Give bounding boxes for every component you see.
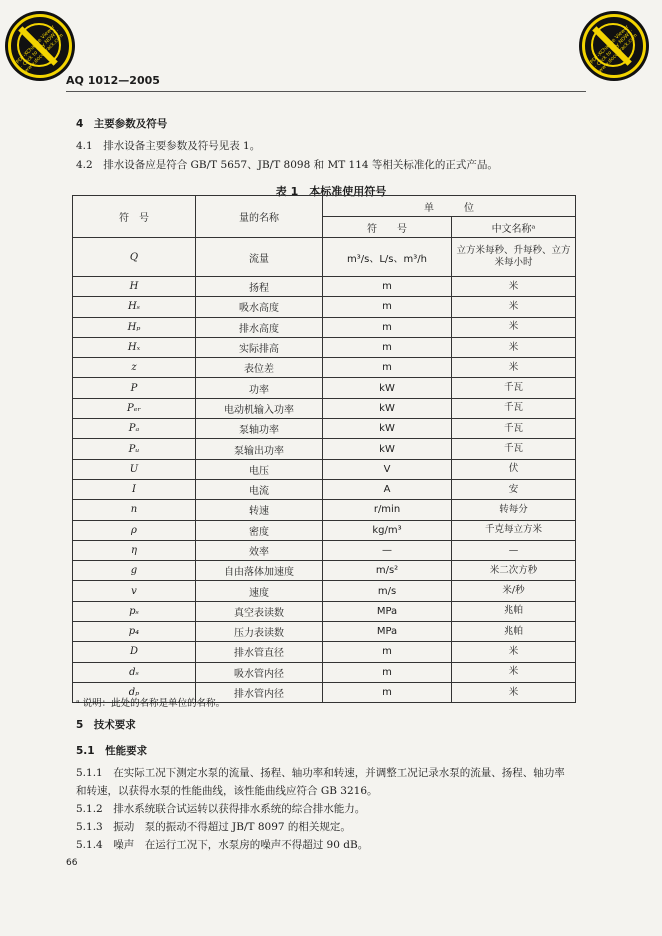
cell-unit-symbol: MPa — [323, 601, 452, 621]
cell-quantity-name: 真空表读数 — [196, 601, 323, 621]
header-unit: 单 位 — [323, 196, 576, 217]
page-number: 66 — [66, 858, 78, 868]
cell-unit-symbol: m — [323, 662, 452, 682]
table-row — [73, 642, 576, 662]
cell-unit-symbol: m — [323, 682, 452, 702]
cell-quantity-name: 压力表读数 — [196, 622, 323, 642]
table-row — [73, 317, 576, 337]
table-row — [73, 581, 576, 601]
cell-quantity-name: 转速 — [196, 500, 323, 520]
table-row — [73, 337, 576, 357]
cell-unit-symbol: kW — [323, 398, 452, 418]
cell-quantity-name: 排水管内径 — [196, 682, 323, 702]
cell-unit-symbol: m/s — [323, 581, 452, 601]
cell-unit-symbol: kW — [323, 419, 452, 439]
cell-symbol: H — [73, 277, 196, 297]
cell-quantity-name: 排水管直径 — [196, 642, 323, 662]
table-row — [73, 561, 576, 581]
table-row — [73, 459, 576, 479]
cell-unit-cn: 千瓦 — [452, 439, 576, 459]
cell-unit-cn: 兆帕 — [452, 601, 576, 621]
cell-unit-cn: 伏 — [452, 459, 576, 479]
cell-unit-cn: 千克每立方米 — [452, 520, 576, 540]
cell-symbol: Hₚ — [73, 317, 196, 337]
cell-unit-cn: 米 — [452, 358, 576, 378]
table-row — [73, 378, 576, 398]
table-row — [73, 601, 576, 621]
cell-unit-symbol: kW — [323, 439, 452, 459]
cell-quantity-name: 密度 — [196, 520, 323, 540]
cell-unit-symbol: m — [323, 642, 452, 662]
header-symbol: 符 号 — [73, 196, 196, 238]
cell-unit-cn: 安 — [452, 479, 576, 499]
cell-symbol: n — [73, 500, 196, 520]
para-5-1-4: 5.1.4 噪声 在运行工况下，水泵房的噪声不得超过 90 dB。 — [76, 839, 369, 851]
cell-symbol: I — [73, 479, 196, 499]
cell-unit-cn: 兆帕 — [452, 622, 576, 642]
watermark-stamp-right[interactable] — [582, 14, 646, 78]
para-5-1-1-line2: 和转速，以获得水泵的性能曲线，该性能曲线应符合 GB 3216。 — [76, 785, 378, 797]
header-unit-cn: 中文名称ᵃ — [452, 217, 576, 238]
symbol-table — [72, 195, 576, 703]
cell-symbol: Hₛ — [73, 297, 196, 317]
table-row — [73, 622, 576, 642]
cell-quantity-name: 吸水管内径 — [196, 662, 323, 682]
cell-unit-cn: 米二次方秒 — [452, 561, 576, 581]
cell-unit-cn: 转每分 — [452, 500, 576, 520]
cell-quantity-name: 泵输出功率 — [196, 439, 323, 459]
cell-quantity-name: 速度 — [196, 581, 323, 601]
cell-symbol: Hₓ — [73, 337, 196, 357]
cell-symbol: p₄ — [73, 622, 196, 642]
cell-unit-symbol: A — [323, 479, 452, 499]
cell-symbol: Pₑᵣ — [73, 398, 196, 418]
para-5-1-2: 5.1.2 排水系统联合试运转以获得排水系统的综合排水能力。 — [76, 803, 366, 815]
table-row — [73, 419, 576, 439]
cell-symbol: P — [73, 378, 196, 398]
cell-unit-cn: 千瓦 — [452, 419, 576, 439]
cell-unit-cn: 立方米每秒、升每秒、立方米每小时 — [452, 238, 576, 277]
cell-unit-cn: 千瓦 — [452, 378, 576, 398]
table-row — [73, 662, 576, 682]
cell-quantity-name: 电压 — [196, 459, 323, 479]
cell-quantity-name: 电动机输入功率 — [196, 398, 323, 418]
para-4-1: 4.1 排水设备主要参数及符号见表 1。 — [76, 140, 261, 152]
cell-unit-symbol: m³/s、L/s、m³/h — [323, 238, 452, 277]
table-row — [73, 439, 576, 459]
cell-unit-symbol: kW — [323, 378, 452, 398]
header-rule — [66, 91, 586, 92]
cell-quantity-name: 实际排高 — [196, 337, 323, 357]
cell-symbol: pₛ — [73, 601, 196, 621]
table-row — [73, 358, 576, 378]
table-row — [73, 398, 576, 418]
cell-symbol: Pᵤ — [73, 439, 196, 459]
para-5-1-3: 5.1.3 振动 泵的振动不得超过 JB/T 8097 的相关规定。 — [76, 821, 351, 833]
cell-quantity-name: 吸水高度 — [196, 297, 323, 317]
table-row — [73, 277, 576, 297]
cell-unit-cn: 米 — [452, 297, 576, 317]
cell-quantity-name: 电流 — [196, 479, 323, 499]
cell-unit-symbol: V — [323, 459, 452, 479]
cell-quantity-name: 表位差 — [196, 358, 323, 378]
cell-unit-symbol: m — [323, 277, 452, 297]
cell-unit-cn: 米/秒 — [452, 581, 576, 601]
table-row — [73, 297, 576, 317]
standard-id: AQ 1012—2005 — [66, 74, 160, 87]
table-caption: 表 1 本标准使用符号 — [275, 185, 387, 198]
cell-unit-cn: 米 — [452, 337, 576, 357]
cell-unit-symbol: m/s² — [323, 561, 452, 581]
cell-unit-symbol: m — [323, 358, 452, 378]
cell-unit-cn: 千瓦 — [452, 398, 576, 418]
table-row — [73, 540, 576, 560]
cell-unit-cn: 米 — [452, 277, 576, 297]
cell-quantity-name: 流量 — [196, 238, 323, 277]
cell-quantity-name: 扬程 — [196, 277, 323, 297]
cell-unit-symbol: kg/m³ — [323, 520, 452, 540]
para-5-1-1-line1: 5.1.1 在实际工况下测定水泵的流量、扬程、轴功率和转速，并调整工况记录水泵的流量、扬程、轴功率 — [76, 767, 565, 779]
table-row — [73, 500, 576, 520]
cell-quantity-name: 自由落体加速度 — [196, 561, 323, 581]
cell-unit-cn: 米 — [452, 317, 576, 337]
cell-symbol: dₛ — [73, 662, 196, 682]
cell-quantity-name: 排水高度 — [196, 317, 323, 337]
cell-symbol: η — [73, 540, 196, 560]
cell-unit-symbol: m — [323, 317, 452, 337]
cell-unit-symbol: m — [323, 337, 452, 357]
table-row — [73, 520, 576, 540]
table-note: ᵃ 说明：此处的名称是单位的名称。 — [76, 698, 226, 709]
cell-symbol: v — [73, 581, 196, 601]
table-row — [73, 238, 576, 277]
watermark-stamp-left[interactable] — [8, 14, 72, 78]
cell-unit-cn: 米 — [452, 662, 576, 682]
table-body — [73, 238, 576, 703]
cell-quantity-name: 泵轴功率 — [196, 419, 323, 439]
table-row — [73, 479, 576, 499]
header-quantity: 量的名称 — [196, 196, 323, 238]
watermark-text: PDF-XChange Viewer · Click to buy NOW! · www.docu-track.com — [589, 24, 639, 74]
cell-symbol: dₚ — [73, 682, 196, 702]
cell-symbol: Pₐ — [73, 419, 196, 439]
para-4-2: 4.2 排水设备应是符合 GB/T 5657、JB/T 8098 和 MT 114 等相关标准化的正式产品。 — [76, 159, 498, 171]
cell-symbol: D — [73, 642, 196, 662]
section-5-1-heading: 5.1 性能要求 — [76, 745, 148, 757]
section-5-heading: 5 技术要求 — [76, 719, 136, 731]
cell-symbol: z — [73, 358, 196, 378]
cell-symbol: U — [73, 459, 196, 479]
cell-unit-symbol: MPa — [323, 622, 452, 642]
header-unit-symbol: 符 号 — [323, 217, 452, 238]
cell-unit-cn: — — [452, 540, 576, 560]
cell-symbol: Q — [73, 238, 196, 277]
cell-symbol: g — [73, 561, 196, 581]
watermark-text: PDF-XChange Viewer · Click to buy NOW! · www.docu-track.com — [15, 24, 65, 74]
cell-symbol: ρ — [73, 520, 196, 540]
cell-unit-symbol: — — [323, 540, 452, 560]
section-4-heading: 4 主要参数及符号 — [76, 118, 168, 130]
cell-unit-symbol: r/min — [323, 500, 452, 520]
cell-quantity-name: 效率 — [196, 540, 323, 560]
cell-unit-cn: 米 — [452, 682, 576, 702]
cell-unit-cn: 米 — [452, 642, 576, 662]
cell-quantity-name: 功率 — [196, 378, 323, 398]
cell-unit-symbol: m — [323, 297, 452, 317]
